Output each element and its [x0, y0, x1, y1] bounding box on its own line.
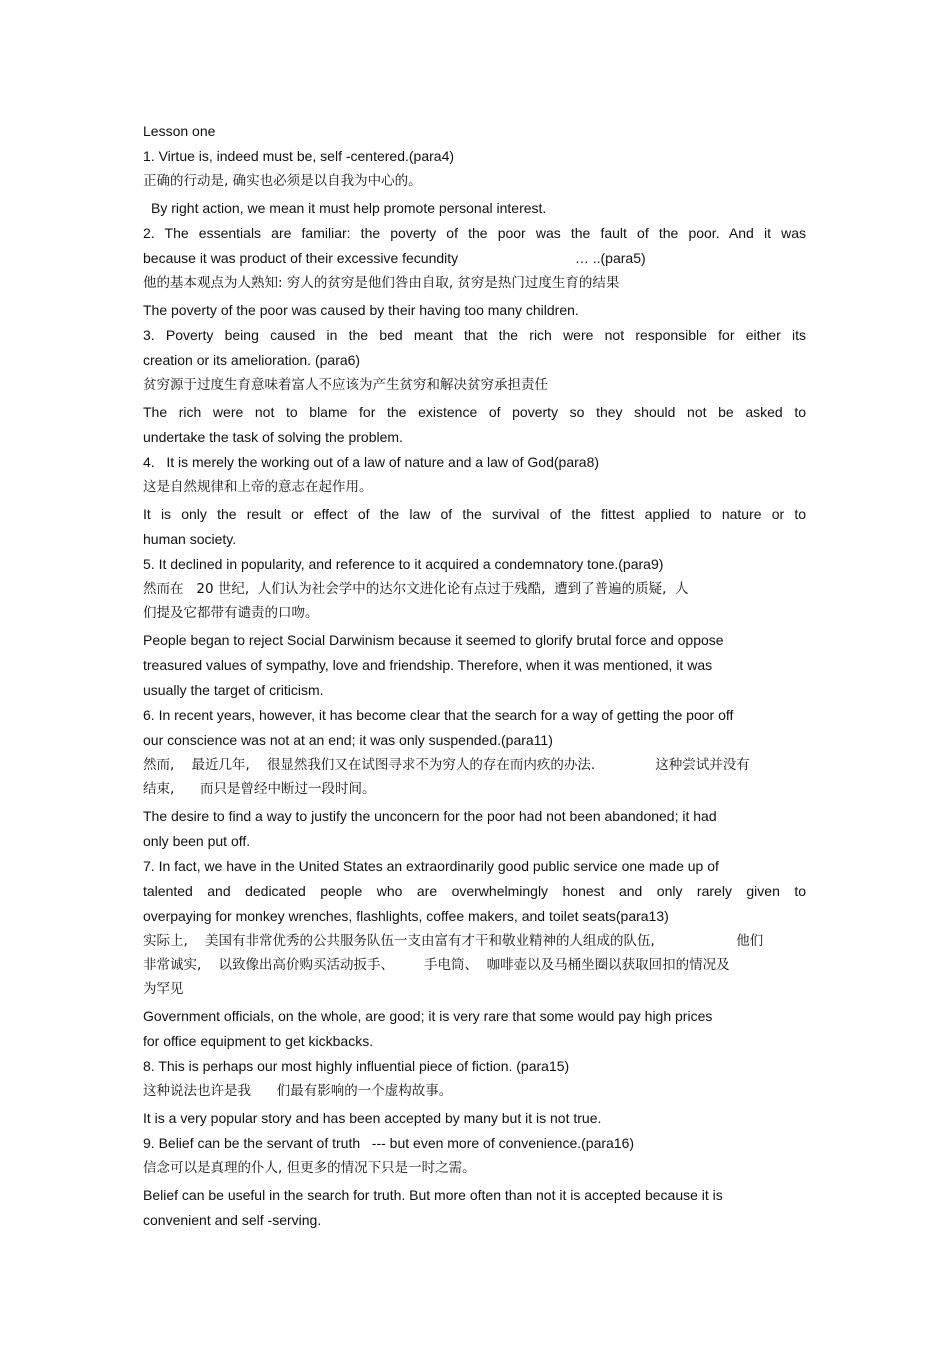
sentence-chinese: 然而, 最近几年, 很显然我们又在试图寻求不为穷人的存在而内疚的办法. 这种尝试并没有 — [143, 757, 750, 773]
sentence-paraphrase: It is a very popular story and has been accepted by many but it is not true. — [143, 1110, 602, 1126]
sentence-english: 9. Belief can be the servant of truth --- but even more of convenience.(para16) — [143, 1135, 635, 1151]
sentence-chinese: 然而在 20 世纪, 人们认为社会学中的达尔文进化论有点过于残酷, 遭到了普遍的质疑, 人 — [143, 581, 689, 597]
sentence-paraphrase: human society. — [143, 531, 237, 547]
sentence-paraphrase: convenient and self -serving. — [143, 1212, 322, 1228]
sentence-chinese: 为罕见 — [143, 981, 184, 997]
sentence-english: 7. In fact, we have in the United States an extraordinarily good public service one made up of — [143, 858, 719, 874]
sentence-paraphrase: Belief can be useful in the search for truth. But more often than not it is accepted because it is — [143, 1187, 723, 1203]
sentence-chinese: 实际上, 美国有非常优秀的公共服务队伍一支由富有才干和敬业精神的人组成的队伍, 他们 — [143, 933, 764, 949]
sentence-chinese: 们提及它都带有谴责的口吻。 — [143, 605, 319, 621]
sentence-english: our conscience was not at an end; it was only suspended.(para11) — [143, 732, 553, 748]
sentence-paraphrase: People began to reject Social Darwinism because it seemed to glorify brutal force and oppose — [143, 632, 724, 648]
sentence-english: talented and dedicated people who are overwhelmingly honest and only rarely given to — [143, 883, 806, 899]
sentence-chinese: 结束, 而只是曾经中断过一段时间。 — [143, 781, 376, 797]
sentence-paraphrase: for office equipment to get kickbacks. — [143, 1033, 374, 1049]
sentence-english: because it was product of their excessive fecundity … ..(para5) — [143, 250, 646, 266]
sentence-chinese: 这是自然规律和上帝的意志在起作用。 — [143, 479, 373, 495]
document-page — [143, 119, 806, 1233]
sentence-english: overpaying for monkey wrenches, flashlights, coffee makers, and toilet seats(para13) — [143, 908, 669, 924]
lesson-title: Lesson one — [143, 123, 216, 139]
sentence-paraphrase: only been put off. — [143, 833, 251, 849]
list-item — [143, 323, 806, 450]
list-item — [143, 1054, 806, 1131]
sentence-paraphrase: The poverty of the poor was caused by their having too many children. — [143, 302, 579, 318]
sentence-chinese: 他的基本观点为人熟知: 穷人的贫穷是他们咎由自取, 贫穷是热门过度生育的结果 — [143, 275, 620, 291]
list-item — [143, 450, 806, 552]
sentence-english: 3. Poverty being caused in the bed meant that the rich were not responsible for either its — [143, 327, 806, 343]
sentence-chinese: 正确的行动是, 确实也必须是以自我为中心的。 — [143, 173, 422, 189]
sentence-english: 5. It declined in popularity, and reference to it acquired a condemnatory tone.(para9) — [143, 556, 664, 572]
sentence-english: 6. In recent years, however, it has become clear that the search for a way of getting the poor off — [143, 707, 734, 723]
sentence-chinese: 贫穷源于过度生育意味着富人不应该为产生贫穷和解决贫穷承担责任 — [143, 377, 548, 393]
list-item — [143, 552, 806, 703]
sentence-paraphrase: undertake the task of solving the problem. — [143, 429, 403, 445]
list-item — [143, 1131, 806, 1233]
list-item — [143, 221, 806, 323]
sentence-paraphrase: treasured values of sympathy, love and friendship. Therefore, when it was mentioned, it was — [143, 657, 713, 673]
sentence-english: 2. The essentials are familiar: the poverty of the poor was the fault of the poor. And it was — [143, 225, 806, 241]
sentence-english: creation or its amelioration. (para6) — [143, 352, 361, 368]
sentence-english: 8. This is perhaps our most highly influential piece of fiction. (para15) — [143, 1058, 570, 1074]
sentence-english: 1. Virtue is, indeed must be, self -centered.(para4) — [143, 148, 455, 164]
sentence-chinese: 这种说法也许是我 们最有影响的一个虚构故事。 — [143, 1083, 453, 1099]
sentence-paraphrase: The desire to find a way to justify the unconcern for the poor had not been abandoned; it had — [143, 808, 717, 824]
sentence-chinese: 信念可以是真理的仆人, 但更多的情况下只是一时之需。 — [143, 1160, 476, 1176]
list-item — [143, 854, 806, 1054]
sentence-english: 4. It is merely the working out of a law of nature and a law of God(para8) — [143, 454, 600, 470]
sentence-paraphrase: It is only the result or effect of the law of the survival of the fittest applied to nature or to — [143, 506, 806, 522]
list-item — [143, 144, 806, 221]
sentence-paraphrase: usually the target of criticism. — [143, 682, 324, 698]
sentence-paraphrase: The rich were not to blame for the existence of poverty so they should not be asked to — [143, 404, 806, 420]
list-item — [143, 703, 806, 854]
sentence-paraphrase: Government officials, on the whole, are good; it is very rare that some would pay high prices — [143, 1008, 713, 1024]
sentence-paraphrase: By right action, we mean it must help promote personal interest. — [151, 200, 547, 216]
sentence-chinese: 非常诚实, 以致像出高价购买活动扳手、 手电筒、 咖啡壶以及马桶坐圈以获取回扣的情况及 — [143, 957, 730, 973]
